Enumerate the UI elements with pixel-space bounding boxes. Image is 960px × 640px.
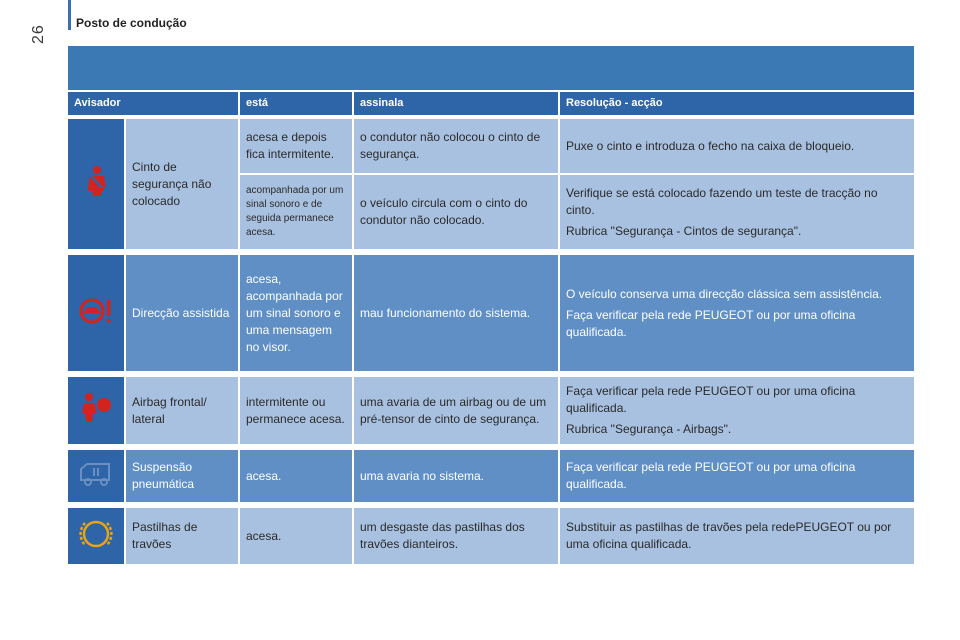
solution-line: Puxe o cinto e introduza o fecho na caixa de bloqueio.	[566, 138, 855, 153]
page-number: 26	[30, 24, 47, 44]
airbag-icon	[68, 377, 126, 446]
warning-name: Suspensão pneumática	[126, 450, 240, 504]
table-header-row	[68, 92, 914, 115]
cause-text: o veículo circula com o cinto do condutor não colocado.	[354, 175, 560, 251]
table-row	[68, 119, 914, 175]
solution-text	[560, 377, 914, 446]
solution-text	[560, 255, 914, 373]
table-row	[68, 377, 914, 446]
section-title: Posto de condução	[76, 16, 187, 30]
table-banner	[68, 46, 914, 90]
air-suspension-icon	[68, 450, 126, 504]
header-cause: assinala	[354, 92, 560, 115]
solution-text	[560, 508, 914, 566]
solution-line: Faça verificar pela rede PEUGEOT ou por uma oficina qualificada.	[566, 384, 856, 415]
solution-line: Faça verificar pela rede PEUGEOT ou por uma oficina qualificada.	[566, 307, 856, 339]
cause-text: o condutor não colocou o cinto de segurança.	[354, 119, 560, 175]
state-text: acesa.	[240, 450, 354, 504]
cause-text: um desgaste das pastilhas dos travões dianteiros.	[354, 508, 560, 566]
warning-name: Direcção assistida	[126, 255, 240, 373]
header-solution: Resolução - acção	[560, 92, 914, 115]
solution-line: Rubrica "Segurança - Cintos de segurança".	[566, 223, 802, 238]
cause-text: mau funcionamento do sistema.	[354, 255, 560, 373]
header-state: está	[240, 92, 354, 115]
solution-text	[560, 119, 914, 175]
header-warning: Avisador	[68, 92, 240, 115]
state-text: intermitente ou permanece acesa.	[240, 377, 354, 446]
seatbelt-icon	[68, 119, 126, 251]
state-text: acesa, acompanhada por um sinal sonoro e uma mensagem no visor.	[240, 255, 354, 373]
solution-line: Rubrica "Segurança - Airbags".	[566, 422, 732, 436]
table-row	[68, 508, 914, 566]
solution-line: Verifique se está colocado fazendo um teste de tracção no cinto.	[566, 185, 878, 217]
state-text: acesa e depois fica intermitente.	[240, 119, 354, 175]
state-text: acompanhada por um sinal sonoro e de seguida permanece acesa.	[240, 175, 354, 251]
state-text: acesa.	[240, 508, 354, 566]
solution-line: Faça verificar pela rede PEUGEOT ou por uma oficina qualificada.	[566, 460, 856, 491]
solution-text	[560, 175, 914, 251]
solution-line: Substituir as pastilhas de travões pela redePEUGEOT ou por uma oficina qualificada.	[566, 520, 892, 551]
solution-line: O veículo conserva uma direcção clássica sem assistência.	[566, 286, 883, 301]
cause-text: uma avaria de um airbag ou de um pré-tensor de cinto de segurança.	[354, 377, 560, 446]
page-margin	[0, 0, 66, 640]
solution-text	[560, 450, 914, 504]
brake-pads-icon	[68, 508, 126, 566]
warning-lights-table	[68, 92, 914, 566]
warning-name: Cinto de segurança não colocado	[126, 119, 240, 251]
table-row	[68, 450, 914, 504]
cause-text: uma avaria no sistema.	[354, 450, 560, 504]
section-accent-line	[68, 0, 71, 30]
table-row	[68, 255, 914, 373]
steering-warning-icon	[68, 255, 126, 373]
warning-name: Airbag frontal/ lateral	[126, 377, 240, 446]
warning-name: Pastilhas de travões	[126, 508, 240, 566]
